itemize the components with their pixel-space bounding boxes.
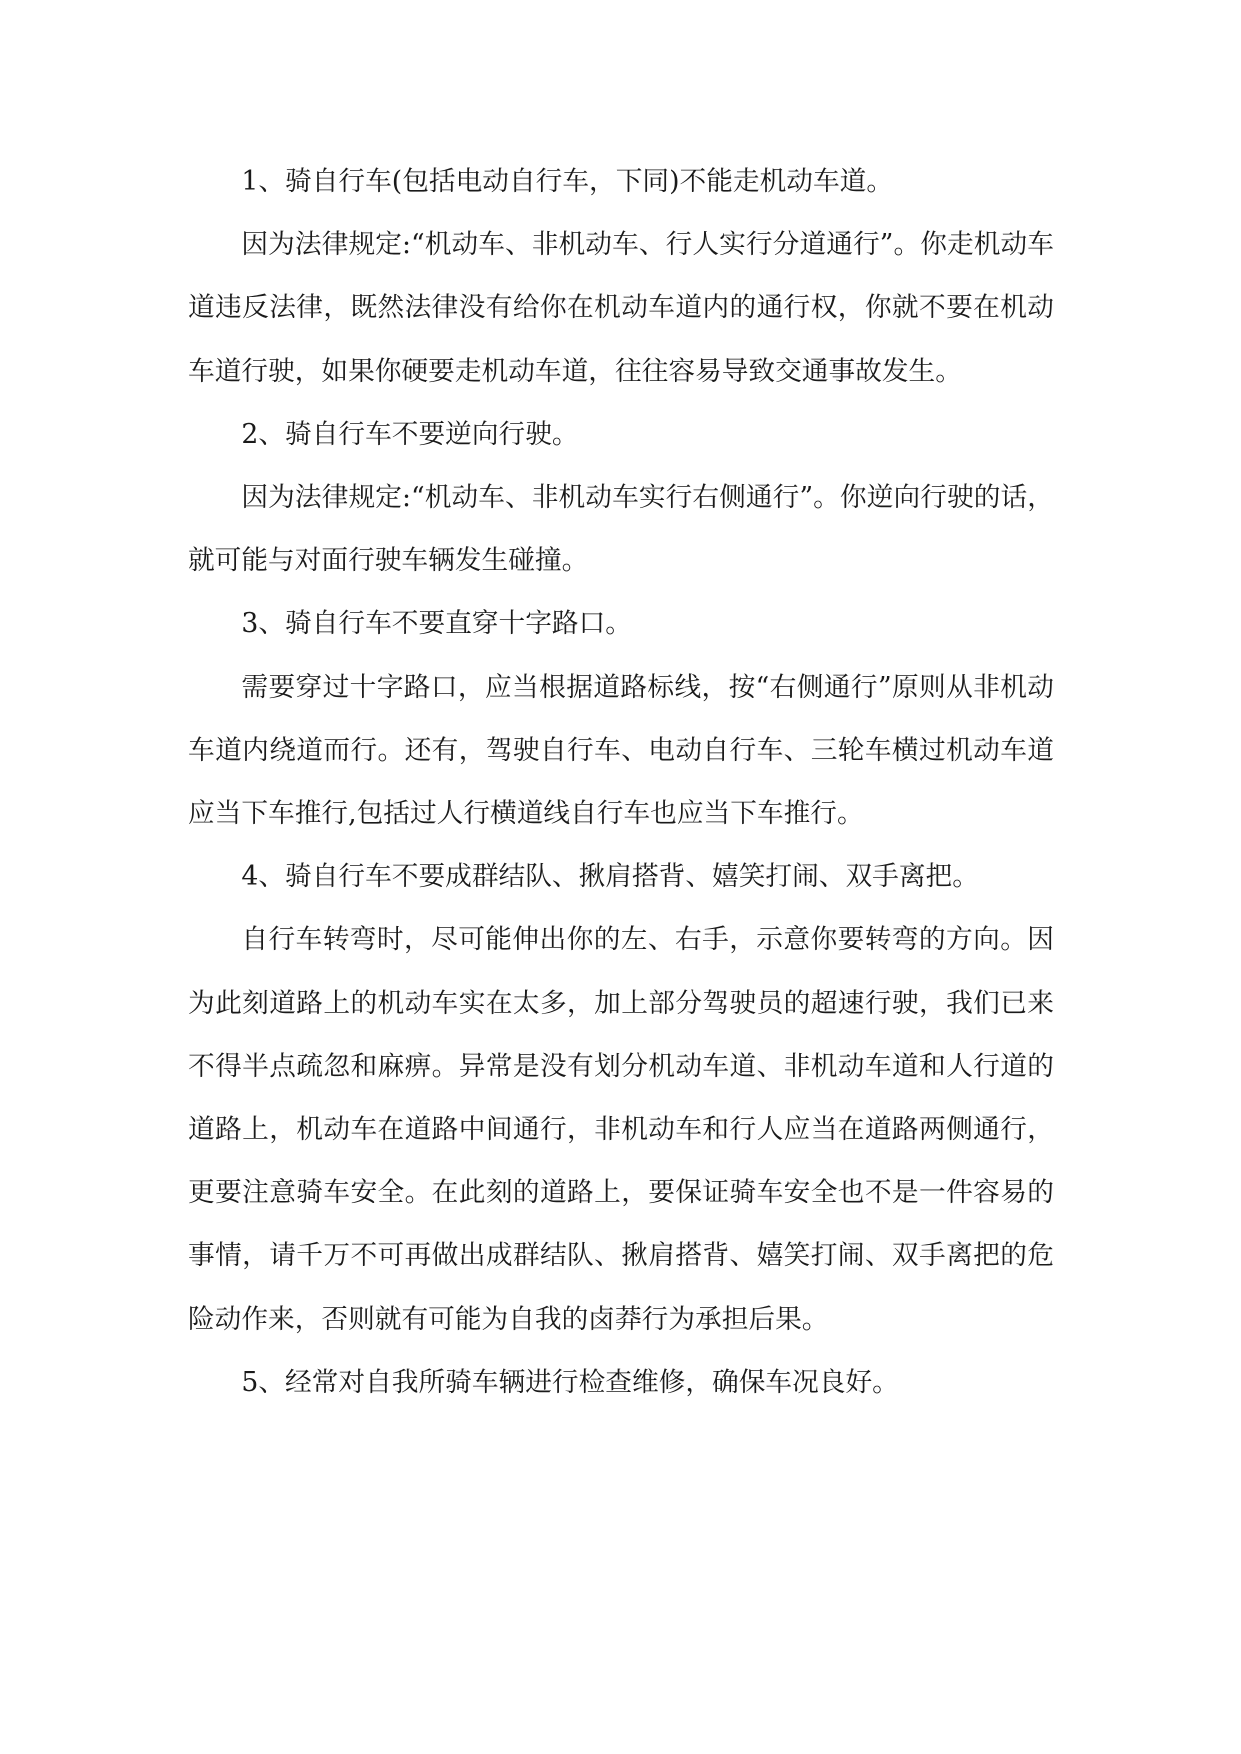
document-page xyxy=(188,150,1054,1414)
rule-1-heading: 1、骑自行车(包括电动自行车，下同)不能走机动车道。 xyxy=(241,166,894,197)
rule-2-body: 因为法律规定:“机动车、非机动车实行右侧通行”。你逆向行驶的话，就可能与对面行驶车辆发生碰撞。 xyxy=(188,482,1054,577)
rule-2-heading: 2、骑自行车不要逆向行驶。 xyxy=(241,418,579,450)
rule-3-body: 需要穿过十字路口，应当根据道路标线，按“右侧通行”原则从非机动车道内绕道而行。还有，驾驶自行车、电动自行车、三轮车横过机动车道应当下车推行,包括过人行横道线自行车也应当下车推行。 xyxy=(188,671,1054,830)
rule-4-heading: 4、骑自行车不要成群结队、揪肩搭背、嬉笑打闹、双手离把。 xyxy=(241,861,979,893)
rule-5-heading: 5、经常对自我所骑车辆进行检查维修，确保车况良好。 xyxy=(241,1366,899,1398)
rule-4-body: 自行车转弯时，尽可能伸出你的左、右手，示意你要转弯的方向。因为此刻道路上的机动车实在太多，加上部分驾驶员的超速行驶，我们已来不得半点疏忽和麻痹。异常是没有划分机动车道、非机动车道和人行道的道路上，机动车在道路中间通行，非机动车和行人应当在道路两侧通行，更要注意骑车安全。在此刻的道路上，要保证骑车安全也不是一件容易的事情，请千万不可再做出成群结队、揪肩搭背、嬉笑打闹、双手离把的危险动作来，否则就有可能为自我的卤莽行为承担后果。 xyxy=(188,924,1054,1335)
rule-3-heading: 3、骑自行车不要直穿十字路口。 xyxy=(241,608,632,640)
rule-1-body: 因为法律规定:“机动车、非机动车、行人实行分道通行”。你走机动车道违反法律，既然法律没有给你在机动车道内的通行权，你就不要在机动车道行驶，如果你硬要走机动车道，往往容易导致交通事故发生。 xyxy=(188,229,1054,387)
